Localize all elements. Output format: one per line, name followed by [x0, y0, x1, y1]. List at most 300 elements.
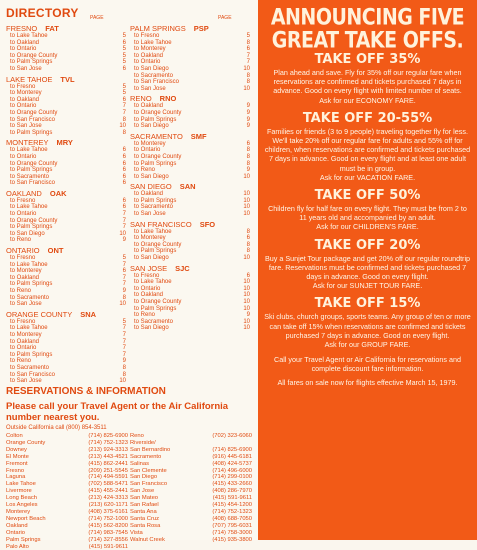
destination: to Ontario: [134, 59, 160, 66]
airport-code: TVL: [60, 76, 74, 84]
phone-row: [130, 523, 252, 530]
phone-number: (415) 454-1200: [212, 502, 252, 509]
route-line: [6, 378, 126, 385]
origin-city: SAN JOSE: [130, 265, 167, 273]
phone-city: Palm Springs: [6, 537, 40, 544]
page-number: 10: [114, 123, 126, 130]
phone-city: Livermore: [6, 488, 32, 495]
phone-row: [6, 544, 128, 550]
destination: to Palm Springs: [134, 306, 176, 313]
phone-number: (714) 494-5591: [88, 474, 128, 481]
route-line: [130, 66, 250, 73]
offer-body: Families or friends (3 to 9 people) traveling together fly for less. We'll take 20% off our regular fare for adults and 55% off for children, when reservations are confirmed and tickets purchased 7 days in advance. Good on every flight and at least one adult must be in group.: [258, 127, 477, 173]
route-group-heading: [130, 265, 250, 273]
route-line: [130, 325, 250, 332]
route-group-heading: [130, 25, 250, 33]
phone-number: (714) 752-1323: [88, 440, 128, 447]
destination: to Palm Springs: [10, 167, 52, 174]
page-number: 8: [238, 79, 250, 86]
phone-city: Downey: [6, 447, 27, 454]
phone-city: San Francisco: [130, 481, 167, 488]
destination: to Ontario: [10, 103, 36, 110]
page-number: 7: [238, 53, 250, 60]
route-line: [130, 255, 250, 262]
page-number: 10: [238, 174, 250, 181]
route-line: [130, 198, 250, 205]
destination: to San Jose: [10, 378, 42, 385]
route-group-heading: [6, 247, 126, 255]
route-line: [6, 103, 126, 110]
origin-city: ORANGE COUNTY: [6, 311, 72, 319]
offer-title: TAKE OFF 20%: [258, 238, 477, 253]
page-number: 6: [114, 268, 126, 275]
route-line: [130, 79, 250, 86]
offer-body: Buy a Sunjet Tour package and get 20% off our regular roundtrip fare. Reservations must be confirmed and tickets purchased 7 days in advance. Good on every flight.: [258, 254, 477, 282]
page-number: 10: [238, 198, 250, 205]
route-line: [6, 154, 126, 161]
destination: to Orange County: [10, 53, 57, 60]
route-line: [130, 161, 250, 168]
destination: to Reno: [10, 358, 31, 365]
offer-ask: Ask for our VACATION FARE.: [258, 173, 477, 182]
page-number: 5: [114, 255, 126, 262]
phone-row: [130, 481, 252, 488]
destination: to Monterey: [134, 46, 166, 53]
destination: to Lake Tahoe: [134, 279, 172, 286]
destination: to San Diego: [134, 255, 169, 262]
phone-row: [6, 454, 128, 461]
destination: to Lake Tahoe: [10, 262, 48, 269]
destination: to San Francisco: [134, 79, 179, 86]
destination: to San Francisco: [10, 372, 55, 379]
phone-row: [130, 433, 252, 440]
page-number: 6: [114, 161, 126, 168]
route-line: [6, 211, 126, 218]
route-line: [6, 288, 126, 295]
destination: to Palm Springs: [134, 161, 176, 168]
page-number: 10: [238, 325, 250, 332]
destination: to Orange County: [134, 242, 181, 249]
phone-row: [6, 447, 128, 454]
offer-body: Children fly for half fare on every flight. They must be from 2 to 11 years old and accompanied by an adult.: [258, 204, 477, 222]
destination: to Palm Springs: [10, 59, 52, 66]
route-group-heading: [130, 183, 250, 191]
route-line: [6, 295, 126, 302]
phone-number: (702) 588-5471: [88, 481, 128, 488]
page-number: 10: [238, 191, 250, 198]
phone-number: (213) 620-1171: [89, 502, 128, 509]
phone-number: (707) 795-6031: [212, 523, 252, 530]
route-group: [6, 247, 126, 308]
destination: to Fresno: [134, 273, 159, 280]
origin-city: PALM SPRINGS: [130, 25, 186, 33]
route-line: [6, 167, 126, 174]
destination: to San Jose: [10, 301, 42, 308]
phone-number: (213) 424-3313: [88, 495, 128, 502]
page-number: 10: [114, 378, 126, 385]
airport-code: RNO: [160, 95, 177, 103]
destination: to Palm Springs: [10, 130, 52, 137]
reservations-title: RESERVATIONS & INFORMATION: [6, 386, 166, 397]
route-line: [6, 147, 126, 154]
destination: to San Diego: [134, 123, 169, 130]
page-number: 6: [114, 147, 126, 154]
page-number: 7: [114, 262, 126, 269]
phone-number: (415) 935-3800: [212, 537, 252, 544]
airport-code: MRY: [57, 139, 73, 147]
route-line: [130, 286, 250, 293]
destination: to San Diego: [10, 231, 45, 238]
page-number: 6: [114, 97, 126, 104]
phone-number: (415) 455-2441: [88, 488, 128, 495]
page-number: 6: [114, 154, 126, 161]
origin-city: FRESNO: [6, 25, 37, 33]
destination: to Ontario: [10, 46, 36, 53]
destination: to Orange County: [134, 154, 181, 161]
route-line: [130, 40, 250, 47]
airport-code: SAN: [180, 183, 196, 191]
phone-row: [130, 502, 252, 509]
destination: to Sacramento: [10, 174, 49, 181]
offer: [258, 188, 477, 232]
airport-code: ONT: [48, 247, 64, 255]
route-line: [6, 319, 126, 326]
airport-code: OAK: [50, 190, 67, 198]
page-number: 5: [114, 319, 126, 326]
directory-column-left: [6, 25, 126, 388]
footer-call: Call your Travel Agent or Air California for reservations and complete discount fare information.: [258, 355, 477, 373]
route-line: [130, 292, 250, 299]
phone-city: Santa Cruz: [130, 516, 159, 523]
page-number: 9: [238, 167, 250, 174]
phone-city: Sacramento: [130, 454, 161, 461]
phone-number: (213) 924-3313: [88, 447, 128, 454]
page-number: 6: [238, 46, 250, 53]
offer: [258, 52, 477, 105]
destination: to San Francisco: [10, 117, 55, 124]
page-number: 8: [238, 73, 250, 80]
phone-row: [130, 454, 252, 461]
phone-list-right: [130, 433, 252, 544]
phone-city: Laguna: [6, 474, 25, 481]
route-line: [130, 141, 250, 148]
page-number: 10: [238, 319, 250, 326]
destination: to Monterey: [134, 235, 166, 242]
route-line: [6, 262, 126, 269]
phone-number: (714) 327-8556: [88, 537, 128, 544]
destination: to Oakland: [134, 103, 163, 110]
destination: to Orange County: [10, 161, 57, 168]
offers-panel: [258, 0, 477, 540]
destination: to Sacramento: [10, 365, 49, 372]
destination: to Ontario: [10, 345, 36, 352]
page-number: 7: [114, 224, 126, 231]
destination: to Fresno: [10, 84, 35, 91]
route-line: [6, 218, 126, 225]
page-number: 8: [114, 365, 126, 372]
footer-effective: All fares on sale now for flights effective March 15, 1979.: [258, 378, 477, 387]
route-group-heading: [130, 221, 250, 229]
offer-ask: Ask for our SUNJET TOUR FARE.: [258, 281, 477, 290]
page-number: 5: [114, 33, 126, 40]
phone-city: Fresno: [6, 468, 24, 475]
phone-number: (714) 299-0100: [212, 474, 252, 481]
page-number: 8: [238, 248, 250, 255]
phone-city: Ontario: [6, 530, 25, 537]
route-line: [130, 117, 250, 124]
route-line: [6, 332, 126, 339]
airport-code: FAT: [45, 25, 59, 33]
offer-body: Ski clubs, church groups, sports teams. Any group of ten or more can take off 15% when reservations are confirmed and tickets purchased 7 days in advance. Good on every flight.: [258, 312, 477, 340]
destination: to San Diego: [134, 66, 169, 73]
destination: to Monterey: [10, 332, 42, 339]
page-number: 8: [114, 295, 126, 302]
phone-city: Walnut Creek: [130, 537, 165, 544]
page-number: 9: [238, 117, 250, 124]
phone-city: El Monte: [6, 454, 29, 461]
phone-row: [6, 481, 128, 488]
page-number: 8: [238, 229, 250, 236]
destination: to Orange County: [134, 110, 181, 117]
route-line: [6, 281, 126, 288]
phone-row: [6, 530, 128, 537]
phone-city: Salinas: [130, 461, 149, 468]
phone-number: (714) 496-6000: [212, 468, 252, 475]
page-number: 10: [238, 211, 250, 218]
page-number: 5: [114, 53, 126, 60]
page-number: 10: [238, 66, 250, 73]
page-number: 7: [114, 345, 126, 352]
phone-number: (714) 758-3000: [212, 530, 252, 537]
destination: to Monterey: [134, 141, 166, 148]
page-number: 9: [238, 110, 250, 117]
destination: to Reno: [134, 312, 155, 319]
route-line: [130, 279, 250, 286]
page-number: 10: [114, 231, 126, 238]
destination: to Orange County: [10, 218, 57, 225]
destination: to Ontario: [134, 147, 160, 154]
phone-city: Los Angeles: [6, 502, 38, 509]
offer: [258, 111, 477, 182]
phone-number: (408) 286-7970: [212, 488, 252, 495]
phone-row: [130, 468, 252, 475]
page-number: 8: [114, 130, 126, 137]
destination: to Palm Springs: [10, 352, 52, 359]
route-line: [130, 319, 250, 326]
phone-row: [6, 495, 128, 502]
route-line: [6, 180, 126, 187]
destination: to Oakland: [134, 191, 163, 198]
route-line: [130, 103, 250, 110]
phone-number: (714) 825-6900: [88, 433, 128, 440]
phone-city: San Diego: [130, 474, 157, 481]
phone-row: [6, 502, 128, 509]
phone-row: [130, 530, 252, 537]
page-number: 10: [238, 255, 250, 262]
phone-city: Colton: [6, 433, 23, 440]
destination: to Sacramento: [134, 73, 173, 80]
origin-city: LAKE TAHOE: [6, 76, 52, 84]
route-group: [6, 76, 126, 137]
route-line: [130, 191, 250, 198]
airport-code: SJC: [175, 265, 190, 273]
page-number: 7: [114, 332, 126, 339]
offer-ask: Ask for our CHILDREN'S FARE.: [258, 222, 477, 231]
phone-city: San Jose: [130, 488, 154, 495]
route-line: [6, 123, 126, 130]
phone-row: [130, 509, 252, 516]
airport-code: SMF: [191, 133, 207, 141]
page-number: 9: [238, 103, 250, 110]
route-line: [6, 130, 126, 137]
route-line: [6, 268, 126, 275]
page-number: 7: [238, 59, 250, 66]
offer-title: TAKE OFF 20-55%: [258, 111, 477, 126]
phone-row: [6, 523, 128, 530]
phone-number: (702) 323-6060: [212, 433, 252, 440]
destination: to Orange County: [10, 110, 57, 117]
destination: to Fresno: [10, 255, 35, 262]
phone-number: (408) 688-7050: [212, 516, 252, 523]
page-number: 6: [238, 235, 250, 242]
phone-city: Reno: [130, 433, 144, 440]
route-group-heading: [6, 76, 126, 84]
route-line: [130, 73, 250, 80]
route-line: [130, 248, 250, 255]
route-line: [6, 301, 126, 308]
phone-number: (209) 251-5545: [88, 468, 128, 475]
origin-city: SACRAMENTO: [130, 133, 183, 141]
offer-title: TAKE OFF 15%: [258, 296, 477, 311]
destination: to Lake Tahoe: [10, 33, 48, 40]
route-line: [6, 66, 126, 73]
offer: [258, 238, 477, 291]
offer-ask: Ask for our GROUP FARE.: [258, 340, 477, 349]
route-line: [6, 339, 126, 346]
phone-row: [130, 516, 252, 523]
page-column-label: PAGE: [218, 15, 232, 21]
phone-city: Vista: [130, 530, 143, 537]
route-line: [6, 204, 126, 211]
phone-row: [130, 474, 252, 481]
phone-row: [6, 488, 128, 495]
page-number: 10: [238, 286, 250, 293]
route-line: [6, 358, 126, 365]
phone-number: (714) 983-7545: [88, 530, 128, 537]
phone-number: (714) 825-6900: [212, 447, 252, 454]
phone-row: [6, 509, 128, 516]
phone-city: San Mateo: [130, 495, 158, 502]
page-number: 7: [114, 325, 126, 332]
phone-number: (408) 424-5737: [212, 461, 252, 468]
route-line: [130, 110, 250, 117]
phone-number: (415) 562-8200: [88, 523, 128, 530]
route-line: [130, 174, 250, 181]
phone-row: [130, 537, 252, 544]
offer-title: TAKE OFF 50%: [258, 188, 477, 203]
route-line: [130, 59, 250, 66]
route-line: [130, 204, 250, 211]
destination: to San Diego: [134, 325, 169, 332]
route-line: [130, 235, 250, 242]
phone-number: (415) 862-2441: [88, 461, 128, 468]
route-line: [130, 211, 250, 218]
page-number: 7: [114, 218, 126, 225]
destination: to Lake Tahoe: [10, 204, 48, 211]
page-number: 5: [114, 90, 126, 97]
page-number: 5: [114, 46, 126, 53]
phone-city: Lake Tahoe: [6, 481, 36, 488]
page-number: 10: [238, 204, 250, 211]
origin-city: RENO: [130, 95, 152, 103]
route-line: [6, 352, 126, 359]
route-group-heading: [6, 139, 126, 147]
destination: to Oakland: [10, 339, 39, 346]
page-number: 7: [114, 103, 126, 110]
route-line: [6, 59, 126, 66]
destination: to Oakland: [10, 275, 39, 282]
destination: to Oakland: [134, 292, 163, 299]
directory-title: DIRECTORY: [6, 6, 79, 20]
phone-number: (714) 752-1323: [212, 509, 252, 516]
origin-city: ONTARIO: [6, 247, 40, 255]
route-line: [130, 312, 250, 319]
page-number: 10: [114, 301, 126, 308]
route-group-heading: [6, 25, 126, 33]
directory-column-right: [130, 25, 250, 335]
headline: ANNOUNCING FIVE GREAT TAKE OFFS.: [258, 6, 477, 52]
route-line: [6, 174, 126, 181]
destination: to Lake Tahoe: [10, 325, 48, 332]
route-line: [6, 255, 126, 262]
route-line: [6, 117, 126, 124]
route-line: [6, 110, 126, 117]
phone-number: (415) 591-9611: [89, 544, 128, 550]
page-number: 8: [238, 40, 250, 47]
route-group: [6, 139, 126, 187]
destination: to Palm Springs: [10, 281, 52, 288]
route-line: [130, 299, 250, 306]
destination: to Lake Tahoe: [10, 147, 48, 154]
route-line: [130, 273, 250, 280]
phone-row: [130, 461, 252, 468]
route-group: [130, 221, 250, 262]
route-line: [130, 147, 250, 154]
phone-city: Fremont: [6, 461, 28, 468]
page-number: 10: [238, 86, 250, 93]
destination: to Fresno: [10, 198, 35, 205]
page-number: 6: [114, 40, 126, 47]
phone-row: [130, 440, 252, 447]
phone-city: Riverside/: [130, 440, 156, 447]
page-number: 9: [114, 237, 126, 244]
origin-city: MONTEREY: [6, 139, 49, 147]
route-line: [130, 242, 250, 249]
page-number: 7: [114, 339, 126, 346]
route-line: [130, 306, 250, 313]
route-line: [6, 365, 126, 372]
phone-row: [130, 488, 252, 495]
outside-california-number: Outside California call (800) 854-3511: [6, 425, 107, 431]
phone-row: [6, 461, 128, 468]
phone-number: (714) 752-1000: [88, 516, 128, 523]
phone-number: (408) 375-6161: [88, 509, 128, 516]
destination: to Reno: [10, 237, 31, 244]
route-line: [6, 46, 126, 53]
route-line: [6, 237, 126, 244]
page-number: 8: [238, 147, 250, 154]
page-number: 6: [238, 273, 250, 280]
